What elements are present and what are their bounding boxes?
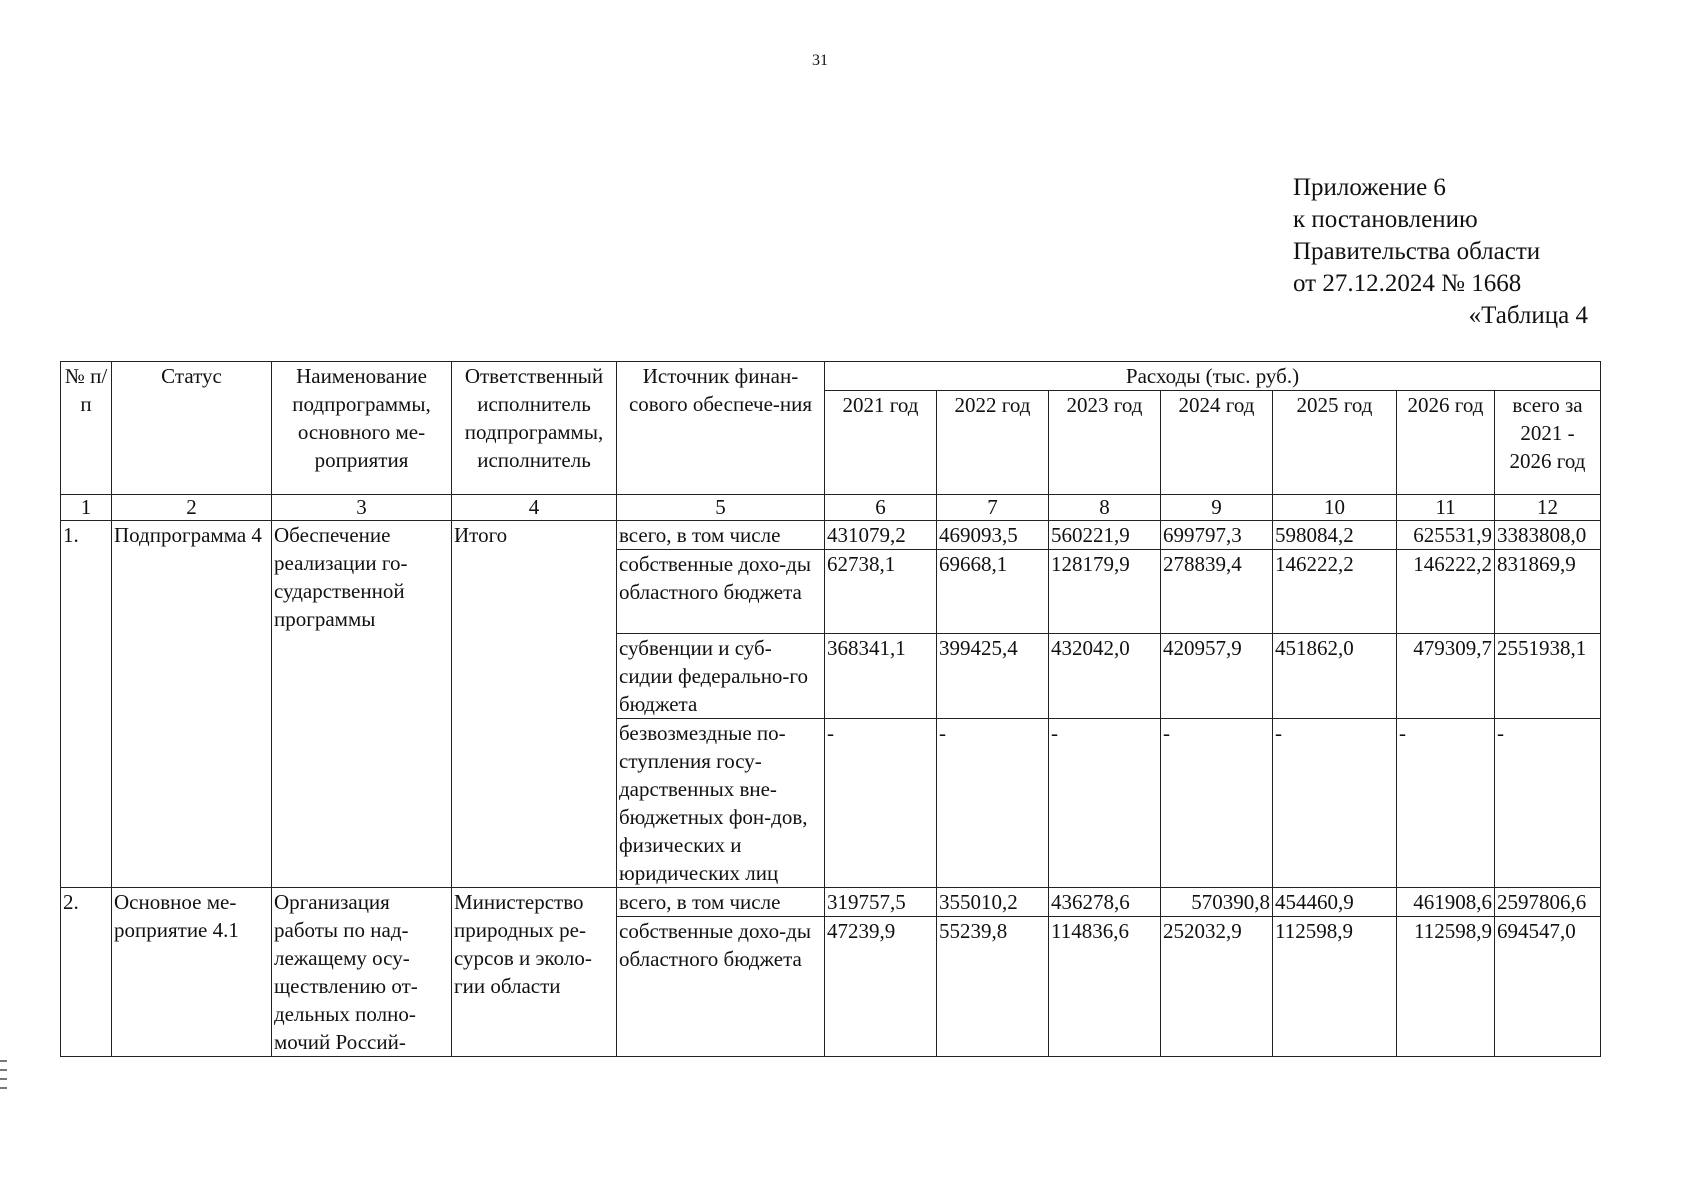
- column-number: 4: [452, 495, 617, 521]
- header-num: № п/п: [61, 362, 112, 495]
- row-1-status: Подпрограмма 4: [112, 521, 272, 888]
- value-cell: -: [1273, 719, 1397, 888]
- value-cell: 146222,2: [1397, 550, 1495, 634]
- value-cell: 699797,3: [1161, 521, 1273, 550]
- source-label: всего, в том числе: [617, 888, 825, 917]
- value-cell: 128179,9: [1049, 550, 1161, 634]
- value-cell: 625531,9: [1397, 521, 1495, 550]
- value-cell: -: [1397, 719, 1495, 888]
- header-year: 2023 год: [1049, 391, 1161, 495]
- column-number: 7: [937, 495, 1049, 521]
- binding-marks: [0, 1060, 7, 1096]
- value-cell: 451862,0: [1273, 634, 1397, 719]
- source-label: собственные дохо-ды областного бюджета: [617, 550, 825, 634]
- header-source: Источник финан-сового обеспече-ния: [617, 362, 825, 495]
- value-cell: 3383808,0: [1495, 521, 1601, 550]
- value-cell: 598084,2: [1273, 521, 1397, 550]
- value-cell: -: [1495, 719, 1601, 888]
- value-cell: 454460,9: [1273, 888, 1397, 917]
- source-label: безвозмездные по-ступления госу-дарственных вне-бюджетных фон-дов, физических и юридических лиц: [617, 719, 825, 888]
- column-number: 8: [1049, 495, 1161, 521]
- row-1-name: Обеспечение реализации го-сударственной программы: [272, 521, 452, 888]
- value-cell: 252032,9: [1161, 917, 1273, 1057]
- binding-mark: [0, 1060, 7, 1062]
- budget-table: [60, 361, 1601, 1057]
- value-cell: 146222,2: [1273, 550, 1397, 634]
- value-cell: 436278,6: [1049, 888, 1161, 917]
- column-number: 3: [272, 495, 452, 521]
- column-number: 6: [825, 495, 937, 521]
- value-cell: 368341,1: [825, 634, 937, 719]
- value-cell: 2597806,6: [1495, 888, 1601, 917]
- row-2-num: 2.: [61, 888, 112, 1057]
- appendix-line-4: от 27.12.2024 № 1668: [1293, 270, 1522, 297]
- binding-mark: [0, 1087, 7, 1089]
- value-cell: 114836,6: [1049, 917, 1161, 1057]
- column-number: 10: [1273, 495, 1397, 521]
- binding-mark: [0, 1078, 7, 1080]
- value-cell: 62738,1: [825, 550, 937, 634]
- value-cell: 469093,5: [937, 521, 1049, 550]
- value-cell: 69668,1: [937, 550, 1049, 634]
- value-cell: 47239,9: [825, 917, 937, 1057]
- column-number: 12: [1495, 495, 1601, 521]
- column-number: 1: [61, 495, 112, 521]
- header-total: всего за 2021 - 2026 год: [1495, 391, 1601, 495]
- source-label: всего, в том числе: [617, 521, 825, 550]
- header-year: 2021 год: [825, 391, 937, 495]
- value-cell: 432042,0: [1049, 634, 1161, 719]
- value-cell: 112598,9: [1397, 917, 1495, 1057]
- page-number: 31: [812, 52, 828, 69]
- row-1-num: 1.: [61, 521, 112, 888]
- appendix-line-3: Правительства области: [1293, 238, 1541, 265]
- value-cell: 461908,6: [1397, 888, 1495, 917]
- row-2-status: Основное ме-роприятие 4.1: [112, 888, 272, 1057]
- value-cell: -: [937, 719, 1049, 888]
- header-year: 2025 год: [1273, 391, 1397, 495]
- column-number: 2: [112, 495, 272, 521]
- value-cell: 2551938,1: [1495, 634, 1601, 719]
- value-cell: -: [1161, 719, 1273, 888]
- value-cell: 278839,4: [1161, 550, 1273, 634]
- binding-mark: [0, 1069, 7, 1071]
- header-executor: Ответственный исполнитель подпрограммы, исполнитель: [452, 362, 617, 495]
- value-cell: 431079,2: [825, 521, 937, 550]
- value-cell: -: [825, 719, 937, 888]
- header-year: 2022 год: [937, 391, 1049, 495]
- row-2-executor: Министерство природных ре-сурсов и эколо-гии области: [452, 888, 617, 1057]
- header-expenses: Расходы (тыс. руб.): [825, 362, 1601, 391]
- value-cell: -: [1049, 719, 1161, 888]
- value-cell: 570390,8: [1161, 888, 1273, 917]
- appendix-header: [1293, 172, 1588, 332]
- header-year: 2024 год: [1161, 391, 1273, 495]
- header-name: Наименование подпрограммы, основного ме-роприятия: [272, 362, 452, 495]
- value-cell: 399425,4: [937, 634, 1049, 719]
- value-cell: 694547,0: [1495, 917, 1601, 1057]
- table-reference: «Таблица 4: [1468, 302, 1588, 329]
- value-cell: 479309,7: [1397, 634, 1495, 719]
- appendix-line-2: к постановлению: [1293, 206, 1478, 233]
- value-cell: 355010,2: [937, 888, 1049, 917]
- row-1-executor: Итого: [452, 521, 617, 888]
- source-label: собственные дохо-ды областного бюджета: [617, 917, 825, 1057]
- value-cell: 55239,8: [937, 917, 1049, 1057]
- value-cell: 831869,9: [1495, 550, 1601, 634]
- column-number: 9: [1161, 495, 1273, 521]
- value-cell: 319757,5: [825, 888, 937, 917]
- value-cell: 560221,9: [1049, 521, 1161, 550]
- row-2-name: Организация работы по над-лежащему осу-ществлению от-дельных полно-мочий Россий-: [272, 888, 452, 1057]
- column-number: 5: [617, 495, 825, 521]
- header-status: Статус: [112, 362, 272, 495]
- column-number: 11: [1397, 495, 1495, 521]
- appendix-line-1: Приложение 6: [1293, 174, 1446, 201]
- header-year: 2026 год: [1397, 391, 1495, 495]
- source-label: субвенции и суб-сидии федерально-го бюджета: [617, 634, 825, 719]
- value-cell: 420957,9: [1161, 634, 1273, 719]
- value-cell: 112598,9: [1273, 917, 1397, 1057]
